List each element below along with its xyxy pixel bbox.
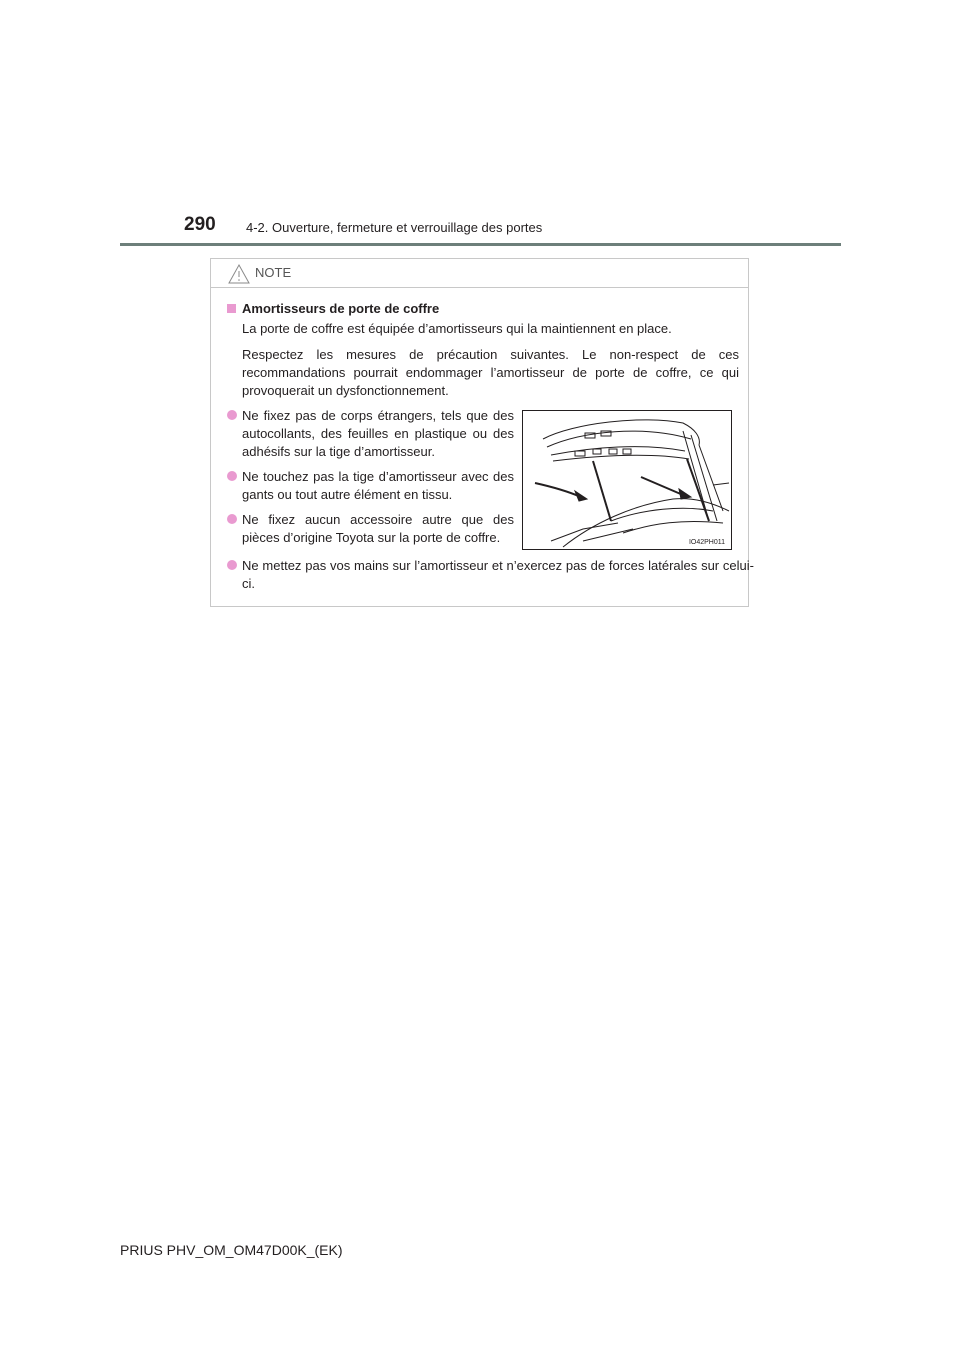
note-paragraph: Respectez les mesures de précaution suivantes. Le non-respect de ces recommandations pourrait endommager l’amortisseur de porte de coffre, ce qui provoquerait un dysfonctionnement. [242, 347, 739, 398]
square-bullet-icon [227, 304, 236, 313]
page-number: 290 [184, 214, 216, 235]
bullet-dot-icon [227, 471, 237, 481]
note-paragraph: La porte de coffre est équipée d’amortisseurs qui la maintiennent en place. [242, 321, 672, 336]
note-header [211, 259, 748, 288]
list-item-text: Ne fixez aucun accessoire autre que des pièces d’origine Toyota sur la porte de coffre. [242, 512, 514, 545]
note-heading-text: Amortisseurs de porte de coffre [242, 301, 440, 316]
list-item-text: Ne mettez pas vos mains sur l’amortisseur et n’exercez pas de forces latérales sur celui-ci. [242, 558, 754, 591]
tailgate-damper-illustration [522, 410, 732, 550]
bullet-dot-icon [227, 560, 237, 570]
bullet-list [227, 407, 514, 554]
illustration-code: IO42PH011 [688, 539, 725, 546]
list-item-text: Ne touchez pas la tige d’amortisseur avec des gants ou tout autre élément en tissu. [242, 469, 514, 502]
list-item-text: Ne fixez pas de corps étrangers, tels que des autocollants, des feuilles en plastique ou des adhésifs sur la tige d’amortisseur. [242, 408, 514, 459]
section-title: 4-2. Ouverture, fermeture et verrouillage des portes [246, 220, 543, 235]
header-rule [120, 243, 841, 246]
bullet-dot-icon [227, 514, 237, 524]
note-box [210, 258, 754, 607]
note-label: NOTE [255, 265, 292, 280]
bullet-dot-icon [227, 410, 237, 420]
tailgate-drawing [523, 411, 731, 549]
warning-icon [227, 263, 251, 285]
list-item [227, 468, 514, 504]
document-id: PRIUS PHV_OM_OM47D00K_(EK) [120, 1242, 343, 1258]
list-item [227, 557, 754, 593]
list-item [227, 511, 514, 547]
list-item [227, 407, 514, 461]
note-heading [227, 301, 439, 316]
